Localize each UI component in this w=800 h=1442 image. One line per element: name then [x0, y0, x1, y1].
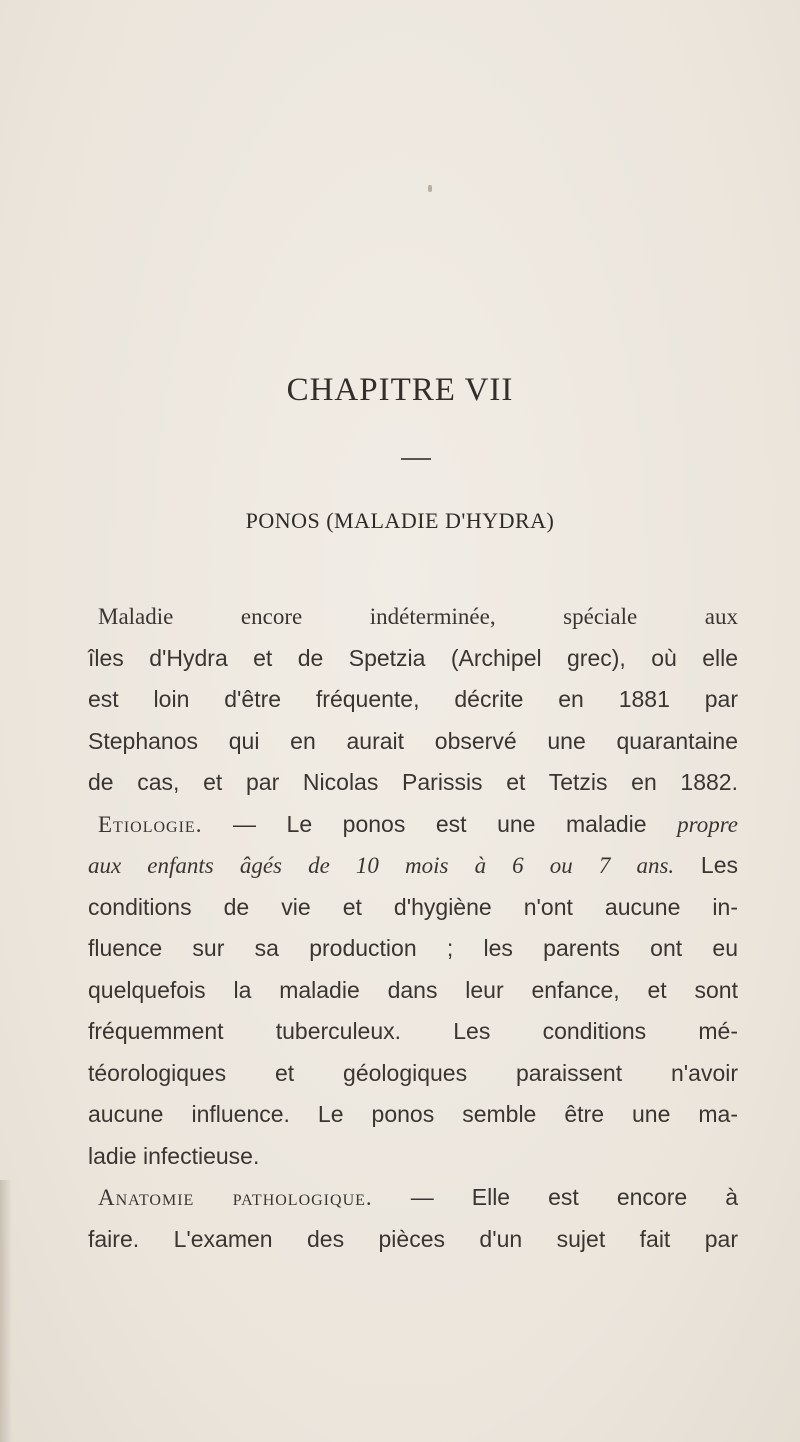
body-text — [88, 596, 738, 1260]
paragraph-1-line: îles d'Hydra et de Spetzia (Archipel grec), où elle — [88, 644, 738, 671]
etiologie-text: — Le ponos est une maladie — [233, 810, 647, 837]
paragraph-2-line: conditions de vie et d'hygiène n'ont aucune in- — [88, 893, 738, 920]
paragraph-2-line: fluence sur sa production ; les parents ont eu — [88, 935, 738, 961]
paragraph-2-line: ladie infectieuse. — [88, 1142, 260, 1169]
paragraph-3-line: faire. L'examen des pièces d'un sujet fait par — [88, 1225, 738, 1252]
anatomie-text: — Elle est encore à — [410, 1184, 738, 1210]
etiologie-text-continued: Les — [700, 852, 739, 878]
etiologie-italic: propre — [677, 811, 739, 837]
paragraph-2-first-line — [88, 804, 738, 846]
paragraph-2-line — [88, 845, 738, 887]
paragraph-1-line: de cas, et par Nicolas Parissis et Tetzis en 1882. — [88, 769, 738, 795]
paragraph-2-line: fréquemment tuberculeux. Les conditions mé- — [88, 1018, 738, 1044]
paragraph-1-line: Maladie encore indéterminée, spéciale aux — [98, 604, 738, 629]
paragraph-1-line: est loin d'être fréquente, décrite en 1881 par — [88, 686, 738, 712]
chapter-title: CHAPITRE VII — [286, 372, 514, 408]
paragraph-2-line: téorologiques et géologiques paraissent n'avoir — [88, 1059, 738, 1086]
ink-spot — [428, 185, 432, 192]
paragraph-2-line: quelquefois la maladie dans leur enfance, et sont — [88, 976, 738, 1003]
section-title: PONOS (MALADIE D'HYDRA) — [245, 508, 555, 533]
anatomie-heading: Anatomie pathologique. — [98, 1185, 373, 1210]
etiologie-heading: Etiologie. — [98, 811, 203, 837]
paragraph-3-first-line — [88, 1177, 738, 1219]
paragraph-2-line: aucune influence. Le ponos semble être une ma- — [88, 1101, 738, 1127]
paragraph-1-line: Stephanos qui en aurait observé une quarantaine — [88, 727, 738, 754]
page-edge-shadow — [0, 1180, 12, 1442]
etiologie-italic-continued: aux enfants âgés de 10 mois à 6 ou 7 ans. — [88, 853, 675, 878]
title-rule — [401, 458, 431, 460]
